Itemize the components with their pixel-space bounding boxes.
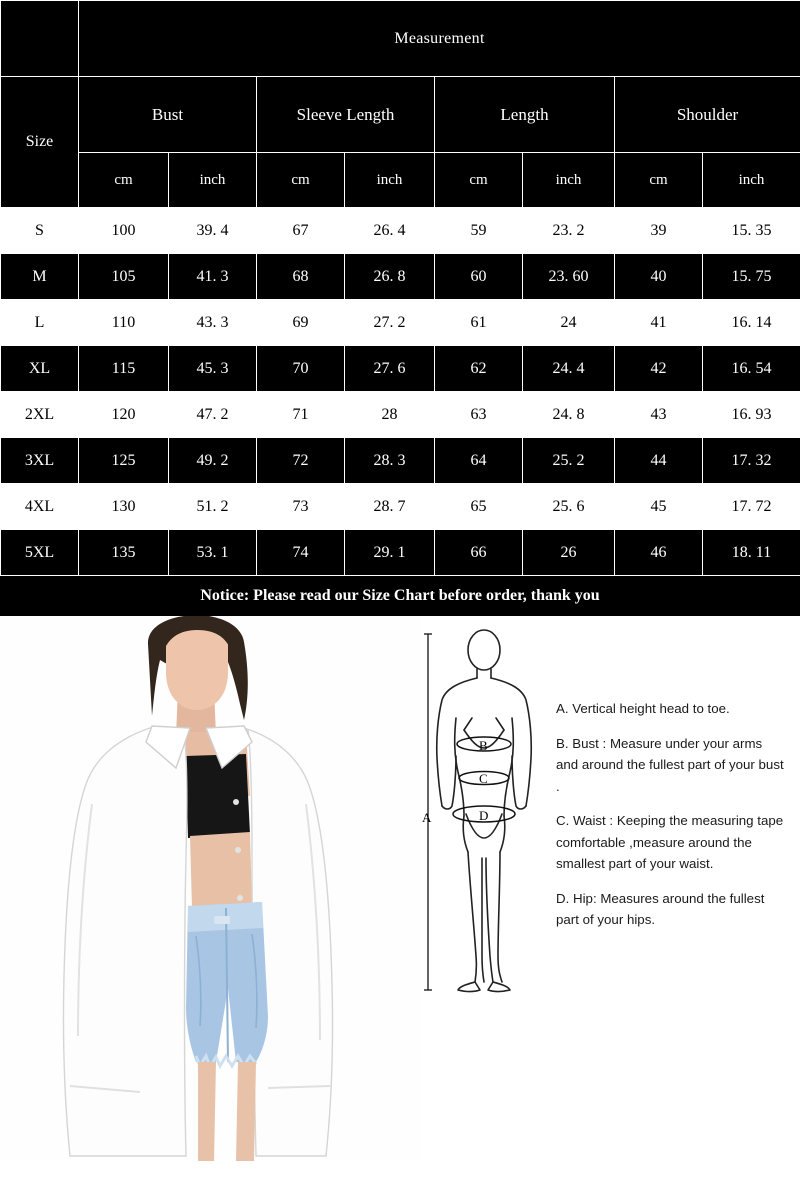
cell-sleeve-cm: 70	[257, 346, 345, 392]
cell-length-inch: 24. 4	[523, 346, 615, 392]
cell-bust-cm: 125	[79, 438, 169, 484]
table-row	[1, 438, 800, 484]
cell-sleeve-cm: 72	[257, 438, 345, 484]
cell-bust-inch: 51. 2	[169, 484, 257, 530]
header-unit-length-cm: cm	[435, 153, 523, 208]
size-chart-table	[0, 0, 800, 576]
cell-bust-cm: 120	[79, 392, 169, 438]
diagram-label-b: B	[479, 738, 488, 753]
cell-length-cm: 66	[435, 530, 523, 576]
cell-shoulder-cm: 45	[615, 484, 703, 530]
cell-length-cm: 60	[435, 254, 523, 300]
table-row	[1, 484, 800, 530]
cell-shoulder-cm: 46	[615, 530, 703, 576]
legend-item-d: D. Hip: Measures around the fullest part of your hips.	[556, 890, 765, 928]
cell-length-inch: 26	[523, 530, 615, 576]
legend-item-c: C. Waist : Keeping the measuring tape comfortable ,measure around the smallest part of your waist.	[556, 813, 784, 872]
cell-length-cm: 59	[435, 208, 523, 254]
unit-header-row	[1, 153, 800, 208]
header-unit-bust-cm: cm	[79, 153, 169, 208]
header-unit-sleeve-cm: cm	[257, 153, 345, 208]
cell-length-cm: 65	[435, 484, 523, 530]
header-unit-length-inch: inch	[523, 153, 615, 208]
cell-shoulder-inch: 15. 35	[703, 208, 800, 254]
cell-shoulder-cm: 44	[615, 438, 703, 484]
cell-size: 3XL	[1, 438, 79, 484]
cell-shoulder-inch: 17. 32	[703, 438, 800, 484]
cell-length-cm: 61	[435, 300, 523, 346]
header-unit-bust-inch: inch	[169, 153, 257, 208]
cell-sleeve-cm: 69	[257, 300, 345, 346]
cell-bust-cm: 115	[79, 346, 169, 392]
cell-bust-inch: 53. 1	[169, 530, 257, 576]
cell-size: 2XL	[1, 392, 79, 438]
cell-sleeve-inch: 28. 3	[345, 438, 435, 484]
cell-length-inch: 24. 8	[523, 392, 615, 438]
table-row	[1, 392, 800, 438]
cell-size: M	[1, 254, 79, 300]
cell-length-inch: 24	[523, 300, 615, 346]
diagram-label-c: C	[479, 771, 488, 786]
cell-shoulder-inch: 18. 11	[703, 530, 800, 576]
body-outline-diagram	[420, 626, 550, 996]
cell-shoulder-inch: 15. 75	[703, 254, 800, 300]
cell-sleeve-inch: 27. 2	[345, 300, 435, 346]
cell-length-inch: 25. 2	[523, 438, 615, 484]
cell-sleeve-inch: 28	[345, 392, 435, 438]
cell-bust-inch: 41. 3	[169, 254, 257, 300]
table-row	[1, 300, 800, 346]
cell-length-inch: 25. 6	[523, 484, 615, 530]
legend-item-a: A. Vertical height head to toe.	[556, 701, 730, 716]
cell-shoulder-cm: 41	[615, 300, 703, 346]
cell-sleeve-inch: 26. 4	[345, 208, 435, 254]
table-row	[1, 254, 800, 300]
cell-shoulder-cm: 42	[615, 346, 703, 392]
cell-bust-cm: 105	[79, 254, 169, 300]
cell-bust-cm: 135	[79, 530, 169, 576]
measurement-title: Measurement	[79, 1, 800, 77]
group-header-row	[1, 77, 800, 153]
cell-bust-inch: 45. 3	[169, 346, 257, 392]
cell-shoulder-inch: 16. 14	[703, 300, 800, 346]
cell-length-inch: 23. 2	[523, 208, 615, 254]
corner-blank	[1, 1, 79, 77]
cell-sleeve-inch: 26. 8	[345, 254, 435, 300]
cell-bust-inch: 49. 2	[169, 438, 257, 484]
cell-sleeve-cm: 71	[257, 392, 345, 438]
cell-length-cm: 63	[435, 392, 523, 438]
diagram-label-a: A	[422, 810, 432, 825]
bottom-illustration-section	[0, 616, 800, 1161]
header-unit-shoulder-inch: inch	[703, 153, 800, 208]
cell-bust-inch: 39. 4	[169, 208, 257, 254]
cell-size: S	[1, 208, 79, 254]
table-row	[1, 530, 800, 576]
table-row	[1, 346, 800, 392]
cell-bust-cm: 100	[79, 208, 169, 254]
header-group-shoulder: Shoulder	[615, 77, 800, 153]
measurement-diagram	[420, 626, 550, 996]
cell-bust-cm: 130	[79, 484, 169, 530]
header-group-bust: Bust	[79, 77, 257, 153]
cell-shoulder-cm: 43	[615, 392, 703, 438]
measurement-legend	[556, 698, 788, 944]
cell-bust-inch: 43. 3	[169, 300, 257, 346]
cell-shoulder-cm: 39	[615, 208, 703, 254]
header-unit-sleeve-inch: inch	[345, 153, 435, 208]
cell-length-cm: 62	[435, 346, 523, 392]
cell-sleeve-inch: 29. 1	[345, 530, 435, 576]
cell-sleeve-cm: 73	[257, 484, 345, 530]
header-size: Size	[1, 77, 79, 208]
header-group-length: Length	[435, 77, 615, 153]
cell-length-cm: 64	[435, 438, 523, 484]
cell-shoulder-cm: 40	[615, 254, 703, 300]
cell-sleeve-inch: 27. 6	[345, 346, 435, 392]
cell-sleeve-cm: 68	[257, 254, 345, 300]
table-row	[1, 208, 800, 254]
cell-shoulder-inch: 16. 54	[703, 346, 800, 392]
cell-sleeve-cm: 67	[257, 208, 345, 254]
legend-item-b: B. Bust : Measure under your arms and around the fullest part of your bust .	[556, 735, 784, 794]
cell-size: L	[1, 300, 79, 346]
cell-size: 4XL	[1, 484, 79, 530]
cell-bust-cm: 110	[79, 300, 169, 346]
cell-length-inch: 23. 60	[523, 254, 615, 300]
cell-shoulder-inch: 16. 93	[703, 392, 800, 438]
diagram-label-d: D	[479, 808, 489, 823]
cell-size: XL	[1, 346, 79, 392]
cell-size: 5XL	[1, 530, 79, 576]
model-photo	[0, 616, 420, 1161]
cell-shoulder-inch: 17. 72	[703, 484, 800, 530]
cell-bust-inch: 47. 2	[169, 392, 257, 438]
notice-text: Notice: Please read our Size Chart before order, thank you	[0, 576, 800, 616]
header-unit-shoulder-cm: cm	[615, 153, 703, 208]
cell-sleeve-inch: 28. 7	[345, 484, 435, 530]
measurement-title-row	[1, 1, 800, 77]
header-group-sleeve-length: Sleeve Length	[257, 77, 435, 153]
model-photo-svg	[0, 616, 420, 1161]
cell-sleeve-cm: 74	[257, 530, 345, 576]
